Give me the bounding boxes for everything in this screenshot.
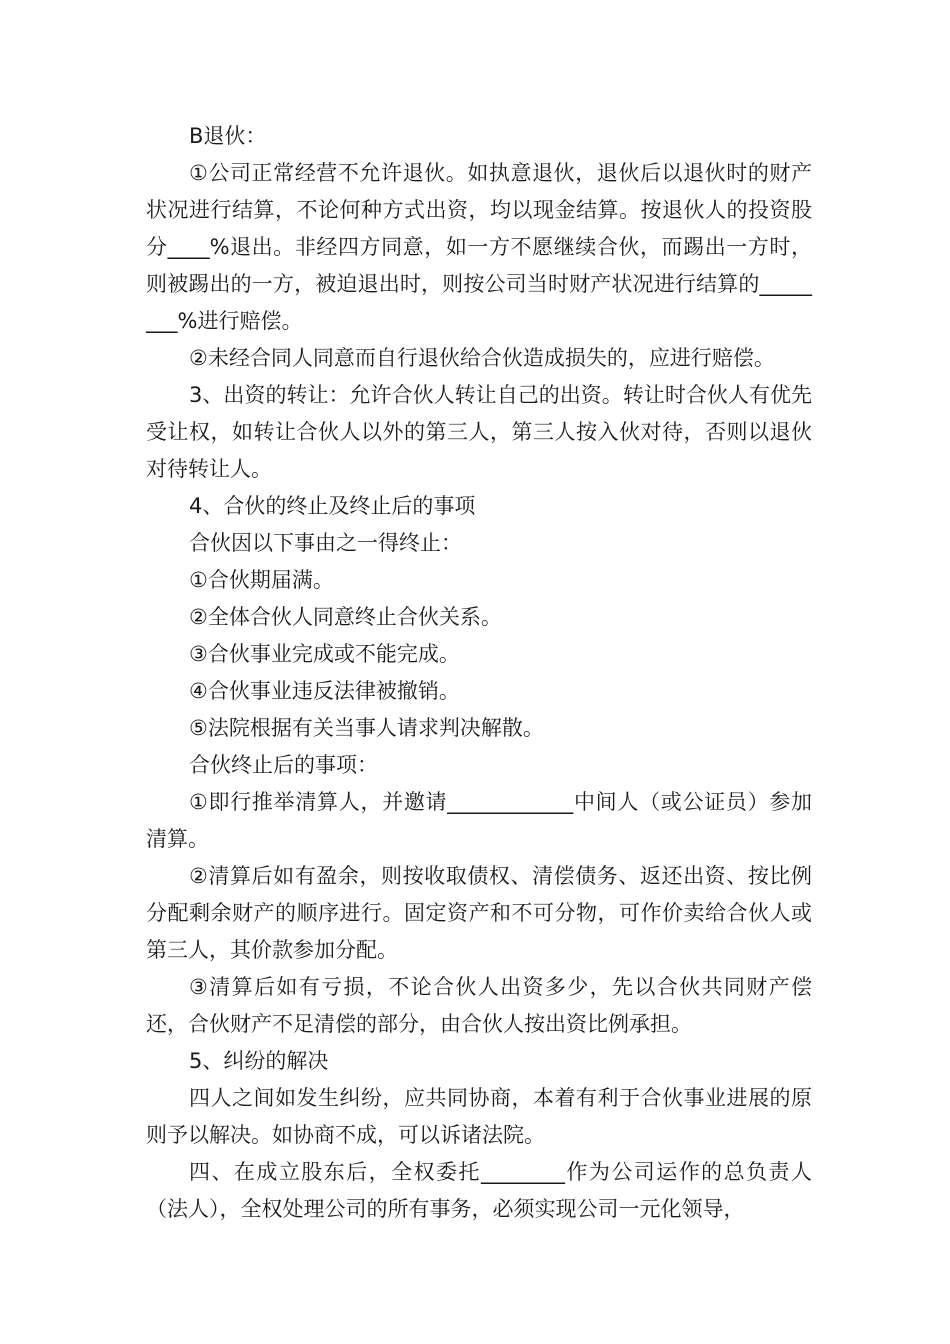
paragraph-termination-item-4: ④合伙事业违反法律被撤销。 <box>189 679 460 703</box>
paragraph-termination-intro: 合伙因以下事由之一得终止： <box>189 531 462 555</box>
paragraph-dispute-heading: 5、纠纷的解决 <box>189 1049 329 1073</box>
paragraph-liquidator: ①即行推举清算人，并邀请____________中间人（或公证员）参加清算。 <box>146 790 812 851</box>
paragraph-section-four: 四、在成立股东后，全权委托________作为公司运作的总负责人（法人），全权处理公司的所有事务，必须实现公司一元化领导， <box>146 1160 812 1221</box>
paragraph-withdrawal-rule-1: ①公司正常经营不允许退伙。如执意退伙，退伙后以退伙时的财产状况进行结算，不论何种方式出资，均以现金结算。按退伙人的投资股分____%退出。非经四方同意，如一方不愿继续合伙，而踢出一方时，则被踢出的一方，被迫退出时，则按公司当时财产状况进行结算的________%进行赔偿。 <box>146 161 812 333</box>
paragraph-termination-item-5: ⑤法院根据有关当事人请求判决解散。 <box>189 716 544 740</box>
paragraph-termination-item-2: ②全体合伙人同意终止合伙关系。 <box>189 605 502 629</box>
paragraph-surplus: ②清算后如有盈余，则按收取债权、清偿债务、返还出资、按比例分配剩余财产的顺序进行。固定资产和不可分物，可作价卖给合伙人或第三人，其价款参加分配。 <box>146 864 812 962</box>
paragraph-termination-item-1: ①合伙期届满。 <box>189 568 334 592</box>
paragraph-post-termination-heading: 合伙终止后的事项： <box>189 753 378 777</box>
paragraph-withdrawal-heading: B退伙： <box>189 124 267 148</box>
paragraph-loss: ③清算后如有亏损，不论合伙人出资多少，先以合伙共同财产偿还，合伙财产不足清偿的部分，由合伙人按出资比例承担。 <box>146 975 812 1036</box>
paragraph-capital-transfer: 3、出资的转让：允许合伙人转让自己的出资。转让时合伙人有优先受让权，如转让合伙人以外的第三人，第三人按入伙对待，否则以退伙对待转让人。 <box>146 383 812 481</box>
paragraph-dispute-resolution: 四人之间如发生纠纷，应共同协商，本着有利于合伙事业进展的原则予以解决。如协商不成，可以诉诸法院。 <box>146 1086 812 1147</box>
paragraph-termination-heading: 4、合伙的终止及终止后的事项 <box>189 494 476 518</box>
document-body <box>146 118 812 1228</box>
paragraph-termination-item-3: ③合伙事业完成或不能完成。 <box>189 642 460 666</box>
paragraph-withdrawal-rule-2: ②未经合同人同意而自行退伙给合伙造成损失的，应进行赔偿。 <box>189 346 775 370</box>
